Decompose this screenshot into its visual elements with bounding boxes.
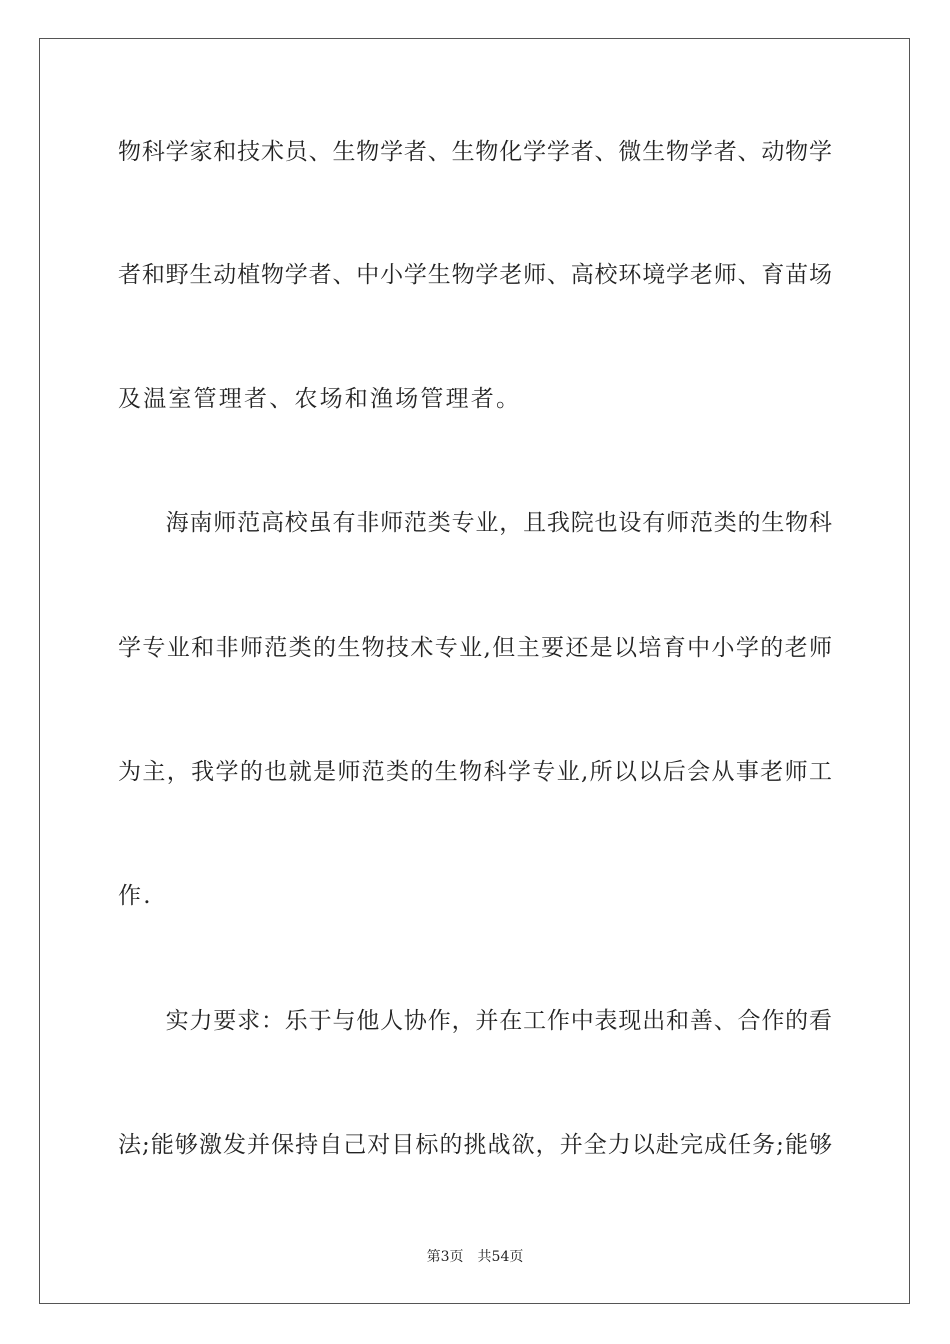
body-line-3: 及温室管理者、农场和渔场管理者。: [118, 386, 522, 412]
body-line-7: 作.: [118, 883, 153, 909]
body-line-2: 者和野生动植物学者、中小学生物学老师、高校环境学老师、育苗场: [118, 262, 832, 288]
body-line-9: 法;能够激发并保持自己对目标的挑战欲，并全力以赴完成任务;能够: [118, 1132, 832, 1158]
page-number-footer: 第3页 共54页: [426, 1249, 524, 1265]
body-line-8: 实力要求：乐于与他人协作，并在工作中表现出和善、合作的看: [118, 1008, 832, 1034]
body-line-1: 物科学家和技术员、生物学者、生物化学学者、微生物学者、动物学: [118, 139, 832, 165]
body-line-6: 为主，我学的也就是师范类的生物科学专业,所以以后会从事老师工: [118, 759, 832, 785]
page-border: [39, 38, 910, 1304]
body-line-5: 学专业和非师范类的生物技术专业,但主要还是以培育中小学的老师: [118, 635, 832, 661]
body-line-4: 海南师范高校虽有非师范类专业，且我院也设有师范类的生物科: [118, 510, 832, 536]
